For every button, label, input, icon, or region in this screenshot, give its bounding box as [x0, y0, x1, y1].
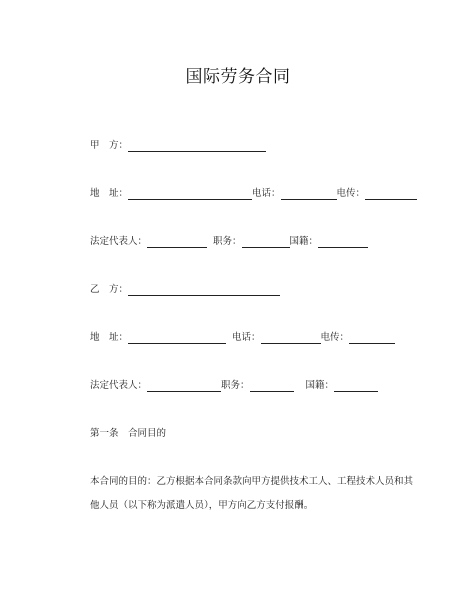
- party-b-phone-label: 电话：: [232, 332, 261, 343]
- party-b-rep-field[interactable]: [147, 381, 221, 392]
- party-b-address-field[interactable]: [128, 333, 226, 344]
- party-b-fax-label: 电传：: [320, 332, 350, 343]
- party-b-name-field[interactable]: [128, 285, 280, 296]
- party-a-phone-label: 电话：: [252, 188, 281, 199]
- article-1-line-2: 他人员（以下称为派遣人员），甲方向乙方支付报酬。: [90, 500, 314, 511]
- party-b-position-label: 职务：: [221, 380, 250, 391]
- party-a-address-line: [90, 188, 417, 200]
- article-1-paragraph: [90, 470, 420, 518]
- party-b-address-label: 地 址：: [90, 332, 129, 343]
- article-1-line-1: 本合同的目的：乙方根据本合同条款向甲方提供技术工人、工程技术人员和其: [90, 476, 414, 487]
- party-b-rep-line: [90, 380, 378, 392]
- party-a-address-field[interactable]: [128, 189, 252, 200]
- party-a-address-label: 地 址：: [90, 188, 129, 199]
- party-b-fax-field[interactable]: [349, 333, 395, 344]
- party-a-phone-field[interactable]: [281, 189, 337, 200]
- party-a-position-field[interactable]: [242, 237, 290, 248]
- party-b-nationality-field[interactable]: [334, 381, 378, 392]
- party-b-nationality-label: 国籍：: [305, 380, 335, 391]
- party-b-phone-field[interactable]: [261, 333, 321, 344]
- party-a-nationality-field[interactable]: [318, 237, 368, 248]
- article-1-heading-text: 第一条 合同目的: [90, 428, 167, 439]
- party-a-fax-label: 电传：: [336, 188, 366, 199]
- party-b-rep-label: 法定代表人：: [90, 380, 148, 391]
- party-a-rep-label: 法定代表人：: [90, 236, 148, 247]
- party-a-rep-line: [90, 236, 368, 248]
- party-b-address-line: [90, 332, 395, 344]
- party-a-name-label: 甲 方：: [90, 140, 129, 151]
- party-a-nationality-label: 国籍：: [289, 236, 319, 247]
- party-a-name-field[interactable]: [128, 141, 266, 152]
- party-a-position-label: 职务：: [213, 236, 242, 247]
- party-b-position-field[interactable]: [250, 381, 294, 392]
- party-a-name-line: [90, 140, 266, 152]
- party-b-name-line: [90, 284, 280, 296]
- article-1-heading: [90, 428, 166, 440]
- party-b-name-label: 乙 方：: [90, 284, 129, 295]
- party-a-rep-field[interactable]: [147, 237, 207, 248]
- party-a-fax-field[interactable]: [365, 189, 417, 200]
- document-title: 国际劳务合同: [185, 67, 291, 87]
